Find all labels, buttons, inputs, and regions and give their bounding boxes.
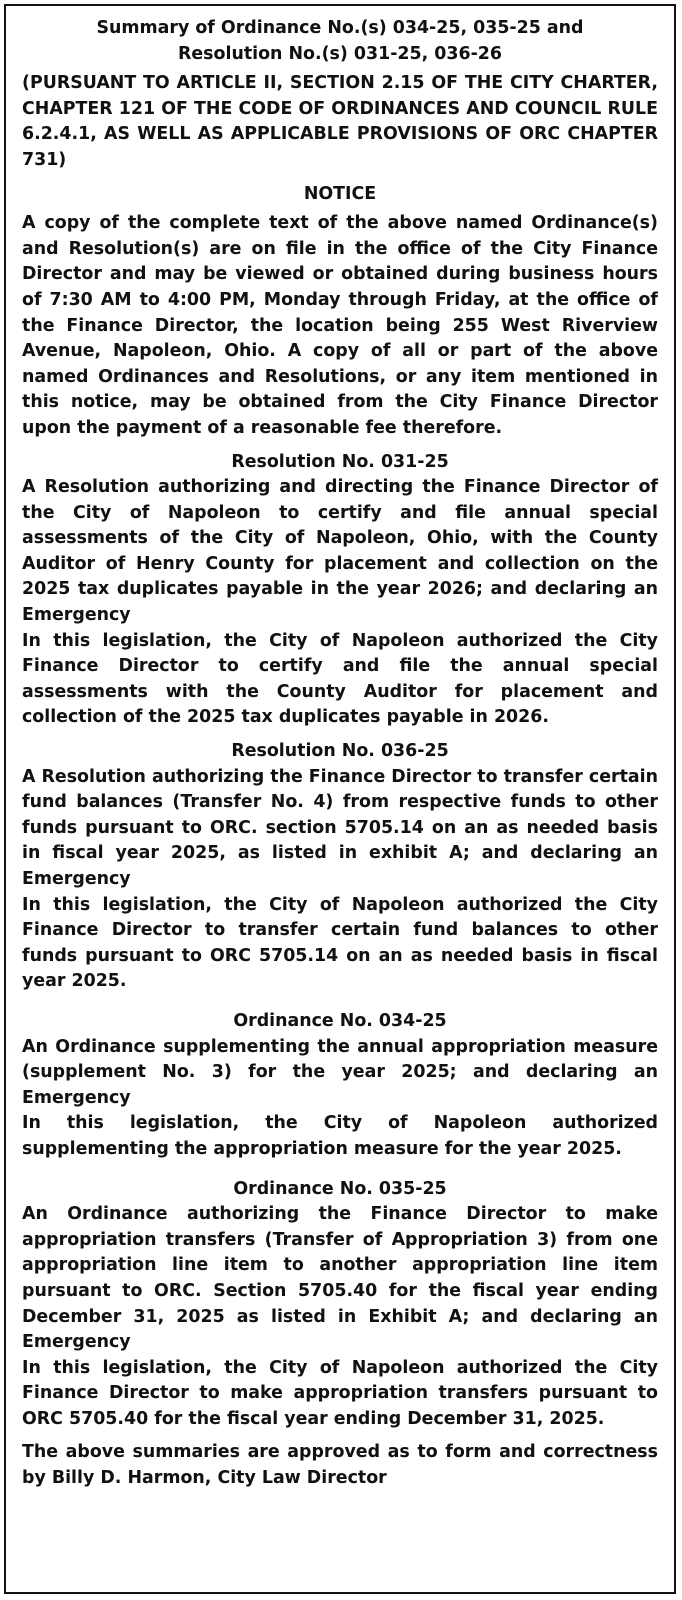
notice-body: A copy of the complete text of the above named Ordinance(s) and Resolution(s) are on file in the office of the City Finance Director and may be viewed or obtained during business hours of 7:30 AM to 4:00 PM, Monday through Friday, at the office of the Finance Director, the location being 255 West Riverview Avenue, Napoleon, Ohio. A copy of all or part of the above named Ordinances and Resolutions, or any item mentioned in this notice, may be obtained from the City Finance Director upon the payment of a reasonable fee therefore. <box>22 213 658 438</box>
section-ordinance-035-25 <box>22 1177 658 1433</box>
section-title: An Ordinance supplementing the annual appropriation measure (supplement No. 3) for the year 2025; and declaring an Emergency <box>22 1036 658 1108</box>
section-resolution-031-25 <box>22 450 658 732</box>
notice-title-line-1: Summary of Ordinance No.(s) 034-25, 035-25 and <box>96 18 584 38</box>
section-heading: Resolution No. 036-25 <box>231 741 449 762</box>
notice-title-line-2: Resolution No.(s) 031-25, 036-26 <box>178 43 502 64</box>
section-title: An Ordinance authorizing the Finance Director to make appropriation transfers (Transfer of Appropriation 3) from one appropriation line item to another appropriation line item pursuant to ORC. Section 5705.40 for the fiscal year ending December 31, 2025 as listed in Exhibit A; and declaring an Emergency <box>22 1204 658 1353</box>
section-heading: Ordinance No. 035-25 <box>233 1178 447 1199</box>
section-summary: In this legislation, the City of Napoleon authorized the City Finance Director to certify and file the annual special assessments with the County Auditor for placement and collection of the 2025 tax duplicates payable in 2026. <box>22 630 658 728</box>
section-heading: Ordinance No. 034-25 <box>233 1010 447 1031</box>
section-title: A Resolution authorizing and directing the Finance Director of the City of Napoleon to certify and file annual special assessments of the City of Napoleon, Ohio, with the County Auditor of Henry County for placement and collection on the 2025 tax duplicates payable in the year 2026; and declaring an Emergency <box>22 477 658 626</box>
approval-statement: The above summaries are approved as to form and correctness by Billy D. Harmon, City Law Director <box>22 1442 658 1489</box>
section-summary: In this legislation, the City of Napoleon authorized the City Finance Director to make appropriation transfers pursuant to ORC 5705.40 for the fiscal year ending December 31, 2025. <box>22 1357 658 1429</box>
pursuant-clause: (PURSUANT TO ARTICLE II, SECTION 2.15 OF THE CITY CHARTER, CHAPTER 121 OF THE CODE OF ORDINANCES AND COUNCIL RULE 6.2.4.1, AS WELL AS APPLICABLE PROVISIONS OF ORC CHAPTER 731) <box>22 73 658 170</box>
section-ordinance-034-25 <box>22 1009 658 1163</box>
section-summary: In this legislation, the City of Napoleon authorized the City Finance Director to transfer certain fund balances to other funds pursuant to ORC 5705.14 on an as needed basis in fiscal year 2025. <box>22 894 658 992</box>
section-resolution-036-25 <box>22 739 658 995</box>
section-heading: Resolution No. 031-25 <box>231 451 449 472</box>
section-summary: In this legislation, the City of Napoleon authorized supplementing the appropriation measure for the year 2025. <box>22 1113 658 1159</box>
section-title: A Resolution authorizing the Finance Director to transfer certain fund balances (Transfer No. 4) from respective funds to other funds pursuant to ORC. section 5705.14 on an as needed basis in fiscal year 2025, as listed in exhibit A; and declaring an Emergency <box>22 766 658 889</box>
legal-notice <box>4 4 676 1594</box>
notice-heading: NOTICE <box>303 183 377 204</box>
